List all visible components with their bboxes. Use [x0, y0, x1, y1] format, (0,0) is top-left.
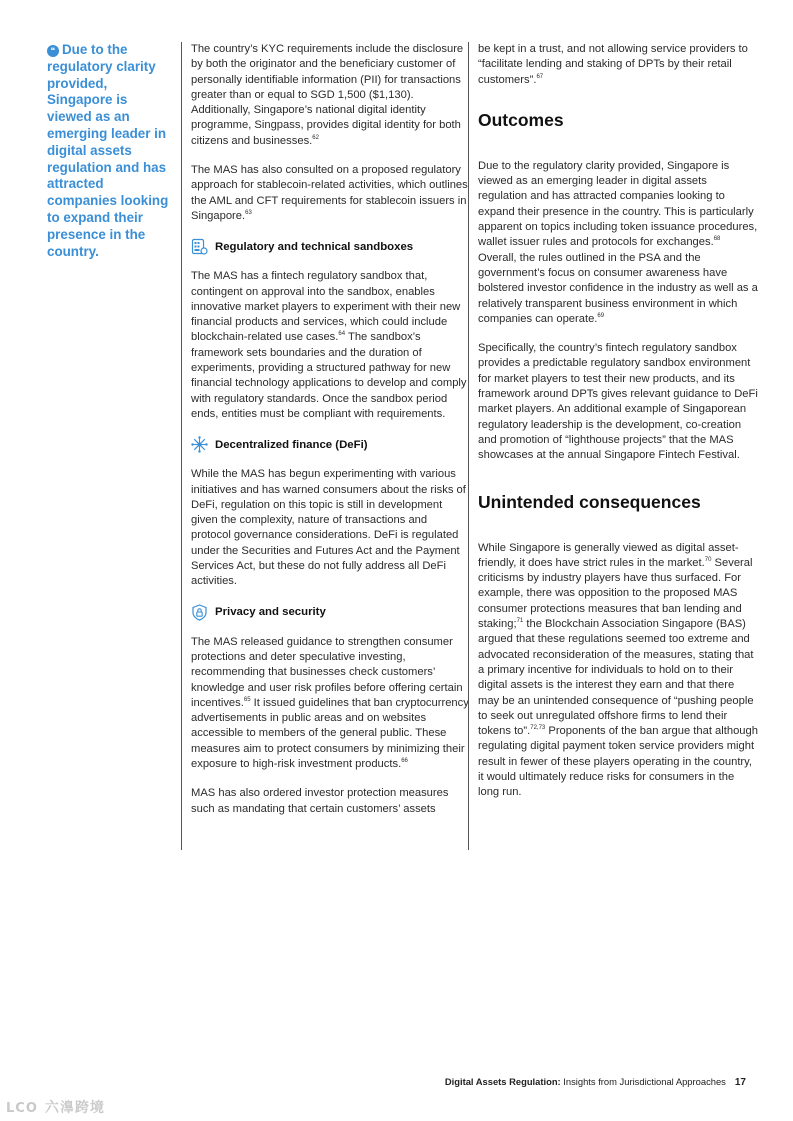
shield-lock-icon	[191, 604, 208, 621]
watermark	[6, 1097, 105, 1117]
unintended-text-a: While Singapore is generally viewed as digital asset-friendly, it does have strict rules in the market.	[478, 541, 739, 569]
pull-quote-column	[47, 42, 173, 260]
quote-icon: ❝	[47, 45, 59, 57]
outcomes-text-b: Overall, the rules outlined in the PSA and the government’s focus on consumer awareness have bolstered investor confidence in the industry as well as a relatively transparent business environment in which companies can operate.	[478, 251, 758, 325]
footnote-ref[interactable]: 64	[338, 331, 346, 338]
outcomes-heading: Outcomes	[478, 109, 564, 130]
defi-heading	[191, 436, 469, 453]
footnote-ref[interactable]: 66	[401, 757, 408, 764]
sandbox-heading-text: Regulatory and technical sandboxes	[215, 240, 414, 253]
stablecoin-text: The MAS has also consulted on a proposed regulatory approach for stablecoin-related activities, which outlines the AML and CFT requirements for stablecoin issuers in Singapore.	[191, 164, 468, 222]
footnote-ref[interactable]: 67	[536, 73, 544, 80]
footnote-ref[interactable]: 71	[516, 618, 524, 625]
page-number: 17	[734, 1077, 746, 1088]
svg-text:LCO: LCO	[6, 1101, 38, 1115]
unintended-paragraph	[478, 541, 758, 801]
privacy-heading	[191, 604, 469, 621]
privacy-heading-text: Privacy and security	[215, 606, 326, 619]
investor-protection-paragraph: MAS has also ordered investor protection measures such as mandating that certain customers’ assets	[191, 787, 449, 815]
sandbox-paragraph	[191, 269, 469, 422]
pull-quote-text: Due to the regulatory clarity provided, Singapore is viewed as an emerging leader in digital assets regulation and has attracted companies looking to expand their presence in the country.	[47, 42, 169, 259]
outcomes-paragraph-2: Specifically, the country’s fintech regulatory sandbox provides a predictable regulatory sandbox environment for market players to test their new products, and its framework around DPTs gives relevant guidance to DeFi market players. An additional example of Singaporean regulatory leadership is the development, co-creation and promotion of “lighthouse projects” that the MAS showcases at the annual Singapore Fintech Festival.	[478, 342, 758, 462]
outcomes-text-a: Due to the regulatory clarity provided, Singapore is viewed as an emerging leader in digital assets regulation and has attracted companies looking to expand their presence in the country. This is particularly apparent on topics including token issuance procedures, wallet issuer rules and protocols for exchanges.	[478, 159, 758, 249]
trust-text: be kept in a trust, and not allowing service providers to “facilitate lending and staking of DPTs by their retail customers”.	[478, 43, 748, 86]
defi-heading-text: Decentralized finance (DeFi)	[215, 438, 368, 451]
trust-paragraph	[478, 42, 758, 88]
footnote-ref[interactable]: 68	[713, 236, 721, 243]
unintended-text-d: Proponents of the ban argue that although regulating digital payment token service providers might result in fewer of these players operating in the country, it would ultimately reduce risks for consumers in the long run.	[478, 725, 758, 799]
middle-column	[181, 42, 469, 850]
network-icon	[191, 436, 208, 453]
right-column	[468, 42, 758, 850]
kyc-text: The country’s KYC requirements include the disclosure by both the originator and the beneficiary customer of personally identifiable information (PII) for transactions greater than or equal to SGD 1,500 ($1,130). Additionally, Singapore’s national digital identity programme, Singpass, provides digital identity for both citizens and businesses.	[191, 43, 464, 147]
privacy-text-b: It issued guidelines that ban cryptocurrency advertisements in public areas and on websites accessible to members of the general public. These measures aim to protect consumers by minimizing their exposure to high-risk investment products.	[191, 696, 469, 770]
footnote-ref[interactable]: 70	[704, 556, 712, 563]
sandbox-icon	[191, 238, 208, 255]
footnote-ref[interactable]: 65	[243, 696, 251, 703]
privacy-paragraph	[191, 635, 469, 773]
sandbox-text-b: The sandbox’s framework sets boundaries and the duration of experiments, providing a structured pathway for new financial technology applications to develop and comply with regulatory standards. Once the sandbox period ends, entities must be compliant with requirements.	[191, 331, 467, 420]
footnote-ref[interactable]: 72,73	[530, 725, 546, 732]
unintended-text-c: the Blockchain Association Singapore (BAS) argued that these regulations seemed too extreme and advocated reconsideration of the measures, stating that a primary incentive for individuals to hold on to their digital assets is the interest they earn and that there may be an unintended consequence of “pushing people to seek out unregulated offshore firms to lend their tokens to”.	[478, 618, 754, 738]
footnote-ref[interactable]: 69	[597, 312, 605, 319]
watermark-text: 六𣿒跨境	[44, 1099, 105, 1115]
sandbox-heading	[191, 238, 469, 255]
sandbox-text-a: The MAS has a fintech regulatory sandbox that, contingent on approval into the sandbox, enables innovative market players to experiment with their new financial products and services, which could include blockchain-related use cases.	[191, 270, 461, 344]
unintended-consequences-heading: Unintended consequences	[478, 491, 701, 512]
stablecoin-paragraph	[191, 163, 469, 224]
footer-title-rest: Insights from Jurisdictional Approaches	[560, 1076, 726, 1087]
footer-title-bold: Digital Assets Regulation:	[444, 1076, 561, 1087]
footnote-ref[interactable]: 62	[312, 134, 319, 141]
watermark-logo-icon	[6, 1099, 40, 1115]
pull-quote	[47, 42, 173, 260]
privacy-text-a: The MAS released guidance to strengthen consumer protections and deter speculative investing, recommending that businesses check customers’ knowledge and user risk profiles before offering certain incentives.	[191, 635, 463, 709]
footnote-ref[interactable]: 63	[245, 209, 252, 216]
unintended-text-b: Several criticisms by industry players have thus surfaced. For example, there was opposition to the proposed MAS consumer protections measures that ban lending and staking;	[478, 556, 753, 631]
kyc-paragraph	[191, 42, 469, 149]
page-footer	[445, 1076, 746, 1088]
outcomes-paragraph-1	[478, 159, 758, 327]
defi-paragraph: While the MAS has begun experimenting with various initiatives and has warned consumers about the risks of DeFi, regulation on this topic is still in development given the complexity, nature of transactions and protocol governance considerations. DeFi is regulated under the Securities and Futures Act and the Payment Services Act, but these do not fully address all DeFi activities.	[191, 468, 466, 588]
